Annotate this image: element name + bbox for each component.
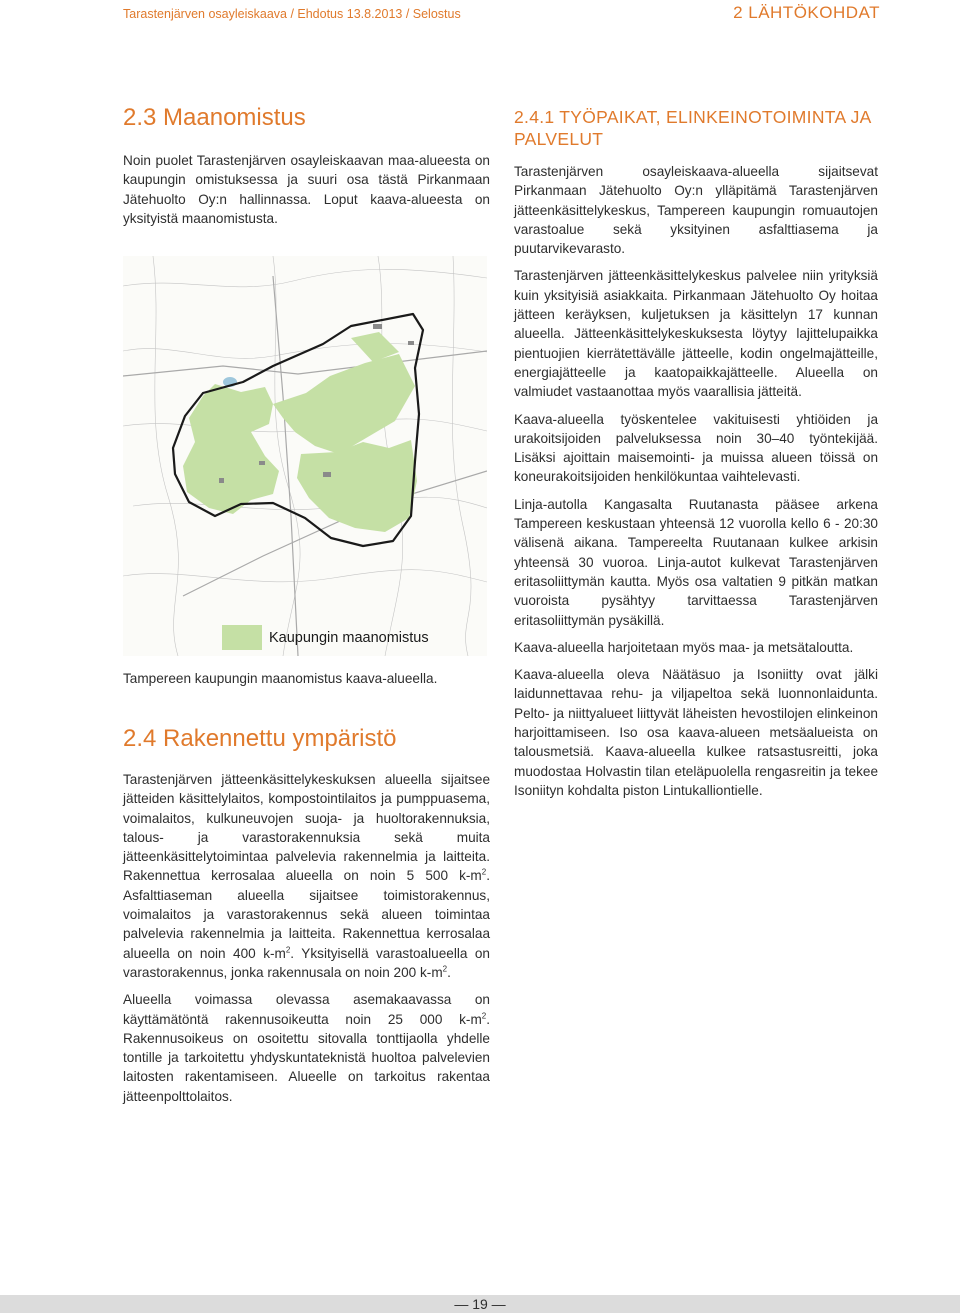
- rakennettu-ymparisto-text: [123, 770, 490, 1114]
- page-number: — 19 —: [454, 1296, 506, 1312]
- tyopaikat-paragraph-1: Tarastenjärven osayleiskaava-alueella sijaitsevat Pirkanmaan Jätehuolto Oy:n ylläpitämä Tarastenjärven jätteenkäsittelykeskus, Tampereen kaupungin romuautojen varastoalue sekä yksityinen asfalttiasema ja puutarvikevarasto.: [514, 164, 878, 257]
- tyopaikat-paragraph-6: Kaava-alueella oleva Näätäsuo ja Isoniitty ovat jälki laidunnettavaa rehu- ja viljapeltoa sekä luonnonlaidunta. Pelto- ja niittyalueet liittyvät läheisten hevostilojen elinkeinon harjoittamiseen. Iso osa kaava-alueen metsäalueista on talousmetsiä. Kaava-alueella kulkee ratsastusreitti, joka muodostaa Holvastin tilan eteläpuolella rengasreitin ja tekee Isoniityn kohdalta piston Lintukalliontielle.: [514, 667, 878, 798]
- tyopaikat-paragraph-5: Kaava-alueella harjoitetaan myös maa- ja metsätaloutta.: [514, 639, 854, 655]
- document-title: Tarastenjärven osayleiskaava / Ehdotus 13.8.2013 / Selostus: [123, 7, 461, 21]
- legend-label: Kaupungin maanomistus: [269, 630, 429, 646]
- heading-rakennettu-ymparisto: 2.4 Rakennettu ympäristö: [123, 725, 397, 752]
- running-header: [0, 0, 960, 30]
- map-graphic: [123, 256, 487, 656]
- maanomistus-paragraph: Noin puolet Tarastenjärven osayleiskaavan maa-alueesta on kaupungin omistuksessa ja suuri osa tästä Pirkanmaan Jätehuolto Oy:n hallinnassa. Loput kaava-alueesta on yksityistä maanomistusta.: [123, 153, 490, 226]
- land-ownership-map: [123, 256, 487, 656]
- heading-maanomistus: 2.3 Maanomistus: [123, 104, 306, 131]
- tyopaikat-text: [514, 162, 878, 808]
- legend-swatch: [222, 625, 262, 650]
- chapter-title: 2 LÄHTÖKOHDAT: [733, 3, 880, 22]
- tyopaikat-paragraph-2: Tarastenjärven jätteenkäsittelykeskus palvelee niin yrityksiä kuin yksityisiä asiakkaita. Pirkanmaan Jätehuolto Oy hoitaa jätteen keräyksen, kuljetuksen ja käsittelyn 17 kunnan alueella. Jätteenkäsittelykeskuksesta löytyy lajittelupaikka pientuojien kierrätettävälle jätteelle, kodin ongelmajätteille, energiajätteelle ja kaatopaikkajätteelle. Alueella on valmiudet vastaanottaa myös vaarallisia jätteitä.: [514, 268, 878, 400]
- rakennettu-paragraph-1: Tarastenjärven jätteenkäsittelykeskuksen alueella sijaitsee jätteiden käsittelylaitos, kompostointilaitos ja pumppuasema, voimalaitos, kulkuneuvojen suoja- ja huoltorakennuksia, talous- ja varastorakennuksia sekä muita jätteenkäsittelytoimintaa palvelevia rakennelmia ja laitteita. Rakennettua kerrosalaa alueella on noin 5 500 $k-m^2$. Asfalttiaseman alueella sijaitsee toimistorakennus, voimalaitos ja varastorakennus sekä alueen toimintaa palvelevia rakennelmia ja laitteita. Rakennettua kerrosalaa alueella on noin 400 $k-m^2$. Yksityisellä varastoalueella on varastorakennus, jonka rakennusala on noin 200 $k-m^2$.: [123, 772, 490, 980]
- heading-tyopaikat: 2.4.1 TYÖPAIKAT, ELINKEINOTOIMINTA JA PALVELUT: [514, 107, 871, 149]
- maanomistus-text: [123, 151, 490, 228]
- tyopaikat-paragraph-4: Linja-autolla Kangasalta Ruutanasta pääsee arkena Tampereen keskustaan yhteensä 12 vuorolla kello 6 - 20:30 välisenä aikana. Tampereelta Ruutanaan kulkee arkisin yhteensä 30 vuoroa. Linja-autot kulkevat Tarastenjärven eritasoliittymän kautta. Myös osa valtatien 9 pitkän matkan vuoroista pysähtyy tarvittaessa Tarastenjärven eritasoliittymän pysäkillä.: [514, 496, 878, 628]
- rakennettu-paragraph-2: Alueella voimassa olevassa asemakaavassa on käyttämätöntä rakennusoikeutta noin 25 000 $k-m^2$. Rakennusoikeus on osoitettu sitovalla tonttijaolla yhdelle tontille ja tarkoitettu yhdyskuntateknistä huoltoa palvelevien laitosten rakentamiseen. Alueelle on tarkoitus rakentaa jätteenpolttolaitos.: [123, 992, 490, 1104]
- map-caption: Tampereen kaupungin maanomistus kaava-alueella.: [123, 671, 438, 686]
- tyopaikat-paragraph-3: Kaava-alueella työskentelee vakituisesti yhtiöiden ja urakoitsijoiden palveluksessa noin 30–40 työntekijää. Lisäksi ajoittain maisemointi- ja muissa alueen töissä on koneurakoitsijoiden henkilökuntaa vaihtelevasti.: [514, 411, 878, 485]
